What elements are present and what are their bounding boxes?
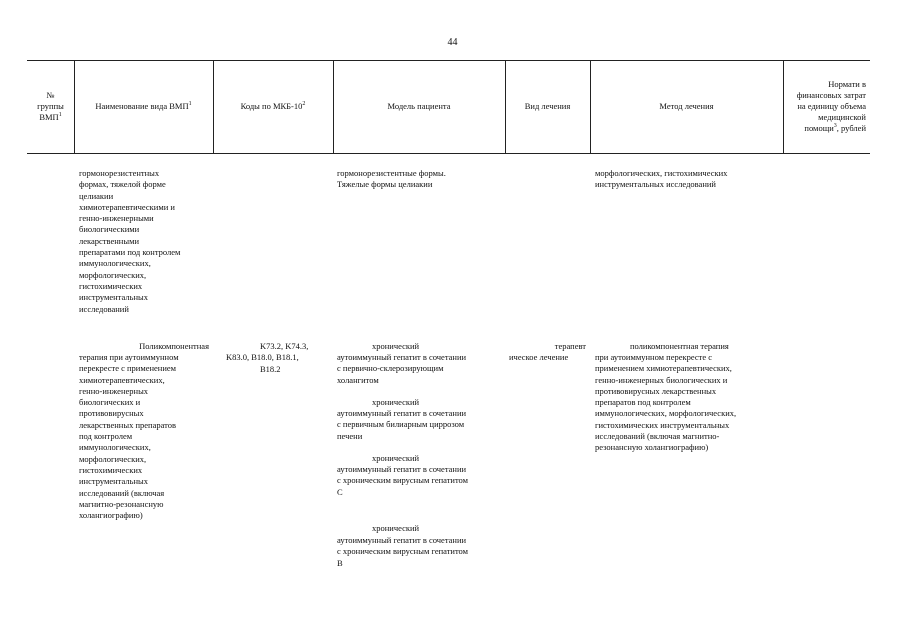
header-cell-cost-standard: Нормати в финансовых затрат на единицу объема медицинской помощи$^3$, рублей: [796, 79, 866, 133]
header-cell-treatment-method: Метод лечения: [659, 101, 714, 111]
row2-model-3: аутоиммунный гепатит в сочетании с хроническим вирусным гепатитом C: [337, 464, 469, 497]
header-cell-codes: Коды по МКБ-$10^2$: [240, 101, 306, 111]
row2-model-1-first-line: хронический: [372, 341, 420, 351]
row2-model-4: аутоиммунный гепатит в сочетании с хроническим вирусным гепатитом B: [337, 535, 469, 568]
header-cell-treatment-type: Вид лечения: [524, 101, 571, 111]
header-cell-patient-model: Модель пациента: [387, 101, 451, 111]
row2-model-2: аутоиммунный гепатит в сочетании с первичным билиарным циррозом печени: [337, 408, 467, 441]
header-cell-name: Наименование вида ВМП$^1$: [95, 101, 192, 111]
row2-name-first-line: Поликомпонентная: [139, 341, 209, 351]
page-number: 44: [447, 37, 458, 48]
row2-method-first-line: поликомпонентная терапия: [630, 341, 729, 351]
row2-type-line-2: ическое лечение: [509, 352, 569, 362]
row2-type-line-1: терапевт: [554, 341, 586, 351]
row1-method-cell: морфологических, гистохимических инструментальных исследований: [595, 168, 728, 190]
row2-model-2-first-line: хронический: [372, 397, 420, 407]
row2-method-cell: при аутоиммунном перекресте с применением химиотерапевтических, генно-инженерных биологических и противовирусных лекарственных препаратов под контролем иммунологических, морфологических, гистохимических инструментальных исследований (включая магнитно- резонансную холангиографию): [595, 352, 737, 453]
row2-model-1: аутоиммунный гепатит в сочетании с первично-склерозирующим холангитом: [337, 352, 467, 385]
row2-codes-line-2: K83.0, B18.0, B18.1,: [226, 352, 299, 362]
row2-model-3-first-line: хронический: [372, 453, 420, 463]
row2-codes-line-1: K73.2, K74.3,: [260, 341, 309, 351]
row1-model-cell: гормонорезистентные формы. Тяжелые формы целиакии: [337, 168, 446, 190]
table-header-bottom-border: [27, 153, 870, 154]
row2-codes-line-3: B18.2: [260, 364, 281, 374]
row2-model-4-first-line: хронический: [372, 523, 420, 533]
row2-name-cell: терапия при аутоиммунном перекресте с применением химиотерапевтических, генно-инженерных биологических и противовирусных лекарственных препаратов под контролем иммунологических, морфологических, гистохимических инструментальных исследований (включая магнитно-резонансную холангиографию): [79, 352, 179, 521]
header-cell-group: № группы ВМП$^1$: [37, 90, 64, 122]
row1-name-cell: гормонорезистентных формах, тяжелой форме целиакии химиотерапевтическими и генно-инженерными биологическими лекарственными препаратами под контролем иммунологических, морфологических, гистохимических инструментальных исследований: [79, 168, 181, 314]
